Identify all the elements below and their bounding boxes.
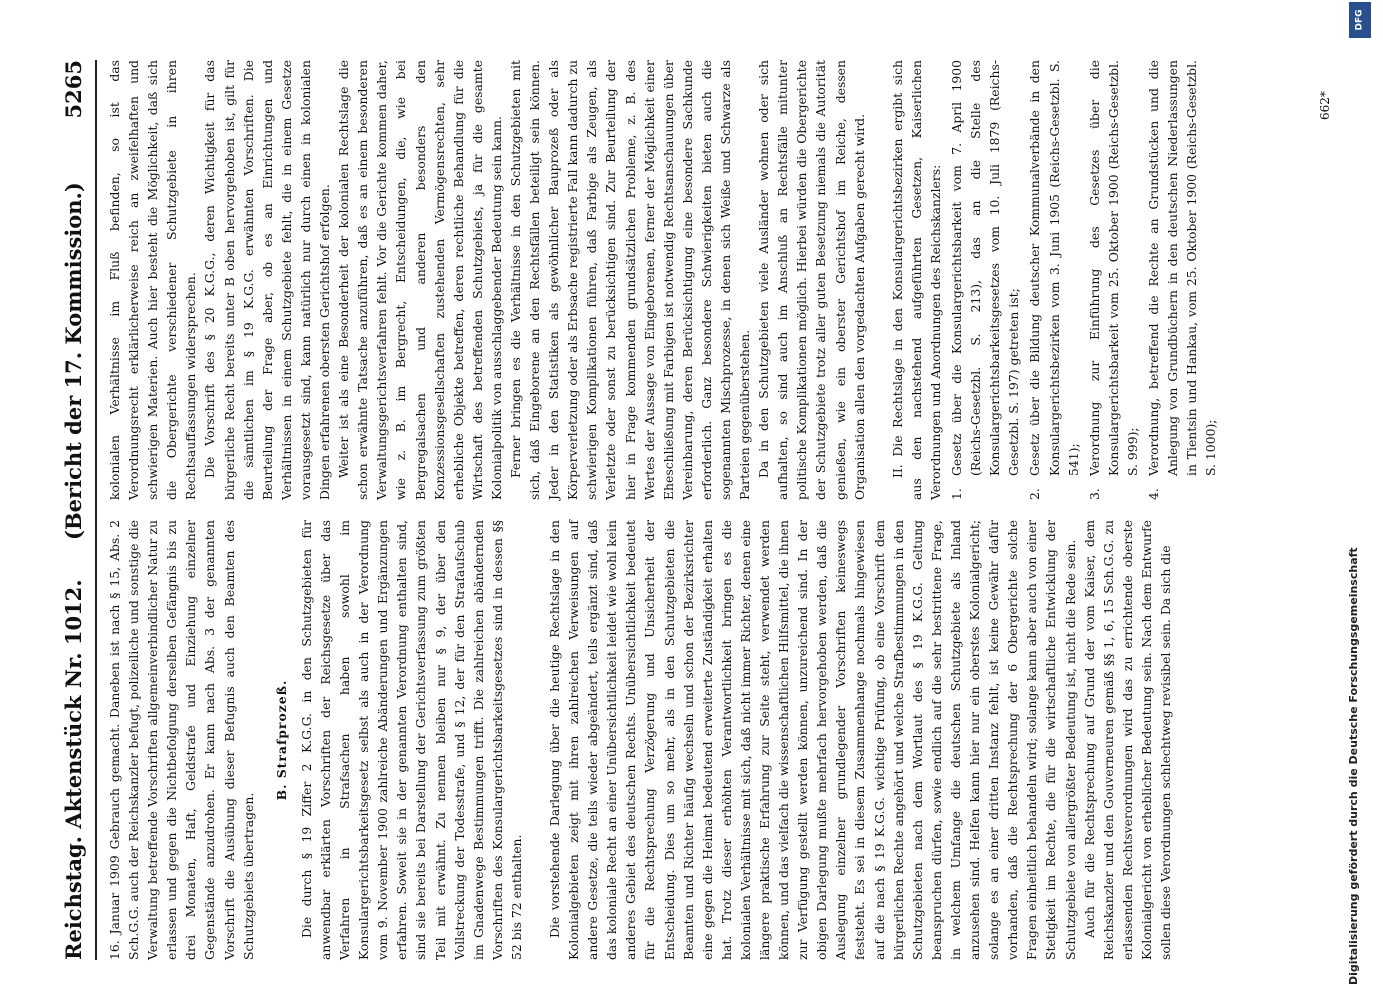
digitization-note: Digitalisierung gefördert durch die Deutsche Forschungsgemeinschaft: [1347, 547, 1360, 985]
section-heading: II. Die Rechtslage in den Konsulargerichtsbezirken ergibt sich aus den nachstehend aufgeführten Gesetzen, Kaiserlichen Verordnungen und Anordnungen des Reichskanzlers:: [889, 60, 943, 500]
list-text: Verordnung, betreffend die Rechte an Grundstücken und die Anlegung von Grundbüchern in den deutschen Niederlassungen in Tientsin und Hankau, vom 25. Oktober 1900 (Reichs-Gesetzbl. S. 1000);: [1145, 60, 1219, 476]
paragraph: Weiter ist als eine Besonderheit der kolonialen Rechtslage die schon erwähnte Tatsache anzuführen, daß es an einem besonderen Verwaltungsgerichtsverfahren fehlt. Vor die Gerichte kommen daher, wie z. B. im Bergrecht, Entscheidungen, die, wie bei Bergregalsachen und anderen besonders den Konzessionsgesellschaften zustehenden Vermögensrechten, sehr erhebliche Objekte betreffen, deren rechtliche Behandlung für die Wirtschaft des betreffenden Schutzgebiets, ja für die gesamte Kolonialpolitik von ausschlaggebender Bedeutung sein kann.: [336, 60, 504, 500]
header-left: Reichstag. Aktenstück Nr. 1012.: [61, 579, 86, 960]
subheading: B. Strafprozeß.: [273, 679, 289, 801]
paragraph: Auch für die Rechtsprechung auf Grund der vom Kaiser, dem Reichskanzler und den Gouverneuren gemäß §§ 1, 6, 15 Sch.G.G. zu erlassenden Rechtsverordnungen wird das zu errichtende oberste Kolonialgericht von erheblicher Bedeutung sein. Nach dem Entwurfe sollen diese Verordnungen schlechtweg revisibel sein. Da sich die: [1081, 520, 1173, 960]
list-text: Gesetz über die Bildung deutscher Kommunalverbände in den Konsulargerichtsbezirken vom 3. Juni 1905 (Reichs-Gesetzbl. S. 541);: [1027, 60, 1081, 476]
list-item: [947, 60, 1023, 500]
page-number: 5265: [61, 60, 86, 119]
dfg-logo-text: DFG: [1354, 9, 1365, 31]
list-item: [1144, 60, 1220, 500]
paragraph: Die vorstehende Darlegung über die heutige Rechtslage in den Kolonialgebieten zeigt mit ihren zahlreichen Verweisungen auf andere Gesetze, die teils wieder abgeändert, teils ergänzt sind, daß das koloniale Recht an einer Unübersichtlichkeit leidet wie wohl kein anderes Gebiet des deutschen Rechts. Unübersichtlichkeit bedeutet für die Rechtsprechung Verzögerung und Unsicherheit der Entscheidung. Dies um so mehr, als in den Schutzgebieten die Beamten und Richter häufig wechseln und schon der Bezirksrichter eine gegen die Heimat bedeutend erweiterte Zuständigkeit erhalten hat. Trotz dieser erhöhten Verantwortlichkeit bringen es die kolonialen Verhältnisse mit sich, daß nicht immer Richter, denen eine längere praktische Erfahrung zur Seite steht, verwendet werden können, und das vielfach die wissenschaftlichen Hilfsmittel, die ihnen zur Verfügung gestellt werden können, unzureichend sind. In der obigen Darlegung mußte mehrfach hervorgehoben werden, daß die Auslegung einzelner grundlegender Vorschriften keineswegs feststeht. Es sei in diesem Zusammenhange nochmals hingewiesen auf die nach § 19 K.G.G. wichtige Prüfung, ob eine Vorschrift dem bürgerlichen Rechte angehört und welche Strafbestimmungen in den Schutzgebieten nach dem Wortlaut des § 19 K.G.G. Geltung beanspruchen dürfen, sowie endlich auf die sehr bestrittene Frage, in welchem Umfange die deutschen Schutzgebiete als Inland anzusehen sind. Helfen kann hier nur ein oberstes Kolonialgericht; solange es an einer dritten Instanz fehlt, ist keine Gewähr dafür vorhanden, daß die Rechtsprechung der 6 Obergerichte solche Fragen einheitlich behandeln wird; solange kann aber auch von einer Stetigkeit im Rechte, die für die wirtschaftliche Entwicklung der Schutzgebiete von allergrößter Bedeutung ist, nicht die Rede sein.: [546, 520, 1078, 960]
list-text: Gesetz über die Konsulargerichtsbarkeit vom 7. April 1900 (Reichs-Gesetzbl. S. 213), das an die Stelle des Konsulargerichtsbarkeitsgesetzes vom 10. Juli 1879 (Reichs-Gesetzbl. S. 197) getreten ist;: [949, 60, 1022, 476]
paragraph: Da in den Schutzgebieten viele Ausländer wohnen oder sich aufhalten, so sind auch im Anschluß an Rechtsfälle mitunter politische Komplikationen möglich. Hierbei würden die Obergerichte der Schutzgebiete trotz aller guten Besetzung niemals die Autorität genießen, wie ein oberster Gerichtshof im Reiche, dessen Organisation allen den vorgedachten Aufgaben gerecht wird.: [756, 60, 867, 500]
right-column: [105, 60, 1220, 500]
paragraph: kolonialen Verhältnisse im Fluß befinden, so ist das Verordnungsrecht erklärlicherweise reich an zweifelhaften und schwierigen Materien. Auch hier besteht die Möglichkeit, daß sich die Obergerichte verschiedener Schutzgebiete in ihren Rechtsauffassungen widersprechen.: [107, 60, 199, 500]
header-center: (Bericht der 17. Kommission.): [61, 182, 86, 540]
page-mark: 662*: [1318, 91, 1332, 120]
list-number: 2.: [1027, 488, 1043, 500]
paragraph: Die durch § 19 Ziffer 2 K.G.G. in den Schutzgebieten für anwendbar erklärten Vorschriften der Reichsgesetze über das Verfahren in Strafsachen haben sowohl im Konsulargerichtsbarkeitsgesetz selbst als auch in der Verordnung vom 9. November 1900 zahlreiche Abänderungen und Ergänzungen erfahren. Soweit sie in der genannten Verordnung enthalten sind, sind sie bereits bei Darstellung der Gerichtsverfassung zum größten Teil mit erwähnt. Zu nennen bleiben nur § 9, der über den Vollstreckung der Todesstrafe, und § 12, der für den Strafaufschub im Gnadenwege Bestimmungen trifft. Die zahlreichen abändernden Vorschriften des Konsulargerichtsbarkeitsgesetzes sind in dessen §§ 52 bis 72 enthalten.: [298, 520, 524, 960]
list-number: 1.: [949, 488, 965, 500]
paragraph: Ferner bringen es die Verhältnisse in den Schutzgebieten mit sich, daß Eingeborene an den Rechtsfällen beteiligt sein können. Jeder in den Statistiken als gewöhnlicher Bauprozeß oder als Körperverletzung oder als Erbsache registrierte Fall kann dadurch zu schwierigen Komplikationen führen, daß Farbige als Zeugen, als Verletzte oder sonst zu berücksichtigen sind. Zur Beurteilung der hier in Frage kommenden grundsätzlichen Probleme, z. B. des Wertes der Aussage von Eingeborenen, ferner der Möglichkeit einer Eheschließung mit Farbigen ist notwendig Rechtsanschauungen über Vereinbarung, deren Berücksichtigung eine besondere Sachkunde erforderlich. Ganz besondere Schwierigkeiten bieten auch die sogenannten Mischprozesse, in denen sich Weiße und Schwarze als Parteien gegenüberstehen.: [507, 60, 753, 500]
list-text: Verordnung zur Einführung des Gesetzes über die Konsulargerichtsbarkeit vom 25. Oktober 1900 (Reichs-Gesetzbl. S. 999);: [1086, 60, 1140, 476]
paragraph: Die Vorschrift des § 20 K.G.G., deren Wichtigkeit für das bürgerliche Recht bereits unter B oben hervorgehoben ist, gilt für die sämtlichen im § 19 K.G.G. erwähnten Vorschriften. Die Beurteilung der Frage aber, ob es an Einrichtungen und Verhältnissen in einem Schutzgebiete fehlt, die in einem Gesetze vorausgesetzt sind, kann natürlich nur durch einen in kolonialen Dingen erfahrenen obersten Gerichtshof erfolgen.: [202, 60, 333, 500]
page-header: [55, 60, 97, 960]
list-number: 3.: [1086, 488, 1102, 500]
list-number: 4.: [1145, 488, 1161, 500]
left-column: [105, 520, 1175, 960]
paragraph: 16. Januar 1909 Gebrauch gemacht. Daneben ist nach § 15, Abs. 2 Sch.G.G. auch der Reichskanzler befugt, polizeiliche und sonstige die Verwaltung betreffende Vorschriften allgemeinverbindlicher Natur zu erlassen und gegen die Nichtbefolgung derselben Gefängnis bis zu drei Monaten, Haft, Geldstrafe und Einziehung einzelner Gegenstände anzudrohen. Er kann nach Abs. 3 der genannten Vorschrift die Ausübung dieser Befugnis auch den Beamten des Schutzgebiets übertragen.: [107, 520, 256, 960]
list-item: [1025, 60, 1082, 500]
list-item: [1085, 60, 1142, 500]
dfg-logo: [1349, 2, 1371, 38]
